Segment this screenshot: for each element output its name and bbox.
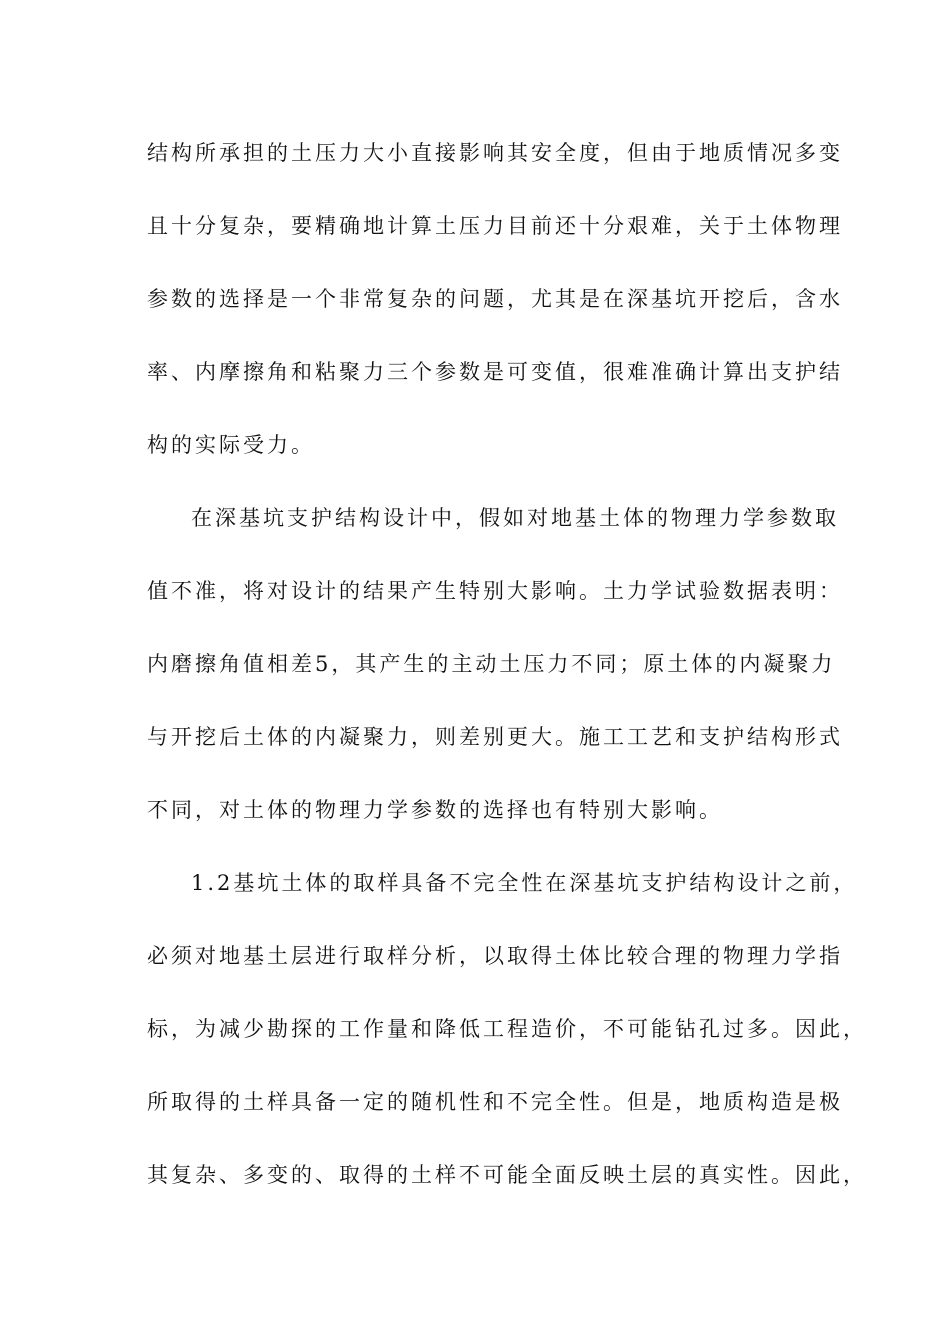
body-text [147, 128, 867, 1223]
text-line: 构的实际受力。 [147, 433, 315, 457]
text-line: 标，为减少勘探的工作量和降低工程造价，不可能钻孔过多。因此， [147, 1017, 867, 1041]
text-line: 结构所承担的土压力大小直接影响其安全度，但由于地质情况多变 [147, 141, 843, 165]
text-line: 其复杂、多变的、取得的土样不可能全面反映土层的真实性。因此， [147, 1163, 867, 1187]
section-heading-line: 1.2基坑土体的取样具备不完全性在深基坑支护结构设计之前， [191, 871, 858, 895]
text-line: 不同，对土体的物理力学参数的选择也有特别大影响。 [147, 798, 723, 822]
text-line: 内磨擦角值相差5，其产生的主动土压力不同；原土体的内凝聚力 [147, 652, 836, 676]
text-line: 必须对地基土层进行取样分析，以取得土体比较合理的物理力学指 [147, 944, 843, 968]
paragraph-start-line: 在深基坑支护结构设计中，假如对地基土体的物理力学参数取 [191, 506, 839, 530]
text-line: 与开挖后土体的内凝聚力，则差别更大。施工工艺和支护结构形式 [147, 725, 843, 749]
text-line: 率、内摩擦角和粘聚力三个参数是可变值，很难准确计算出支护结 [147, 360, 843, 384]
text-line: 且十分复杂，要精确地计算土压力目前还十分艰难，关于土体物理 [147, 214, 843, 238]
text-line: 值不准，将对设计的结果产生特别大影响。土力学试验数据表明： [147, 579, 843, 603]
text-line: 参数的选择是一个非常复杂的问题，尤其是在深基坑开挖后，含水 [147, 287, 843, 311]
text-line: 所取得的土样具备一定的随机性和不完全性。但是，地质构造是极 [147, 1090, 843, 1114]
